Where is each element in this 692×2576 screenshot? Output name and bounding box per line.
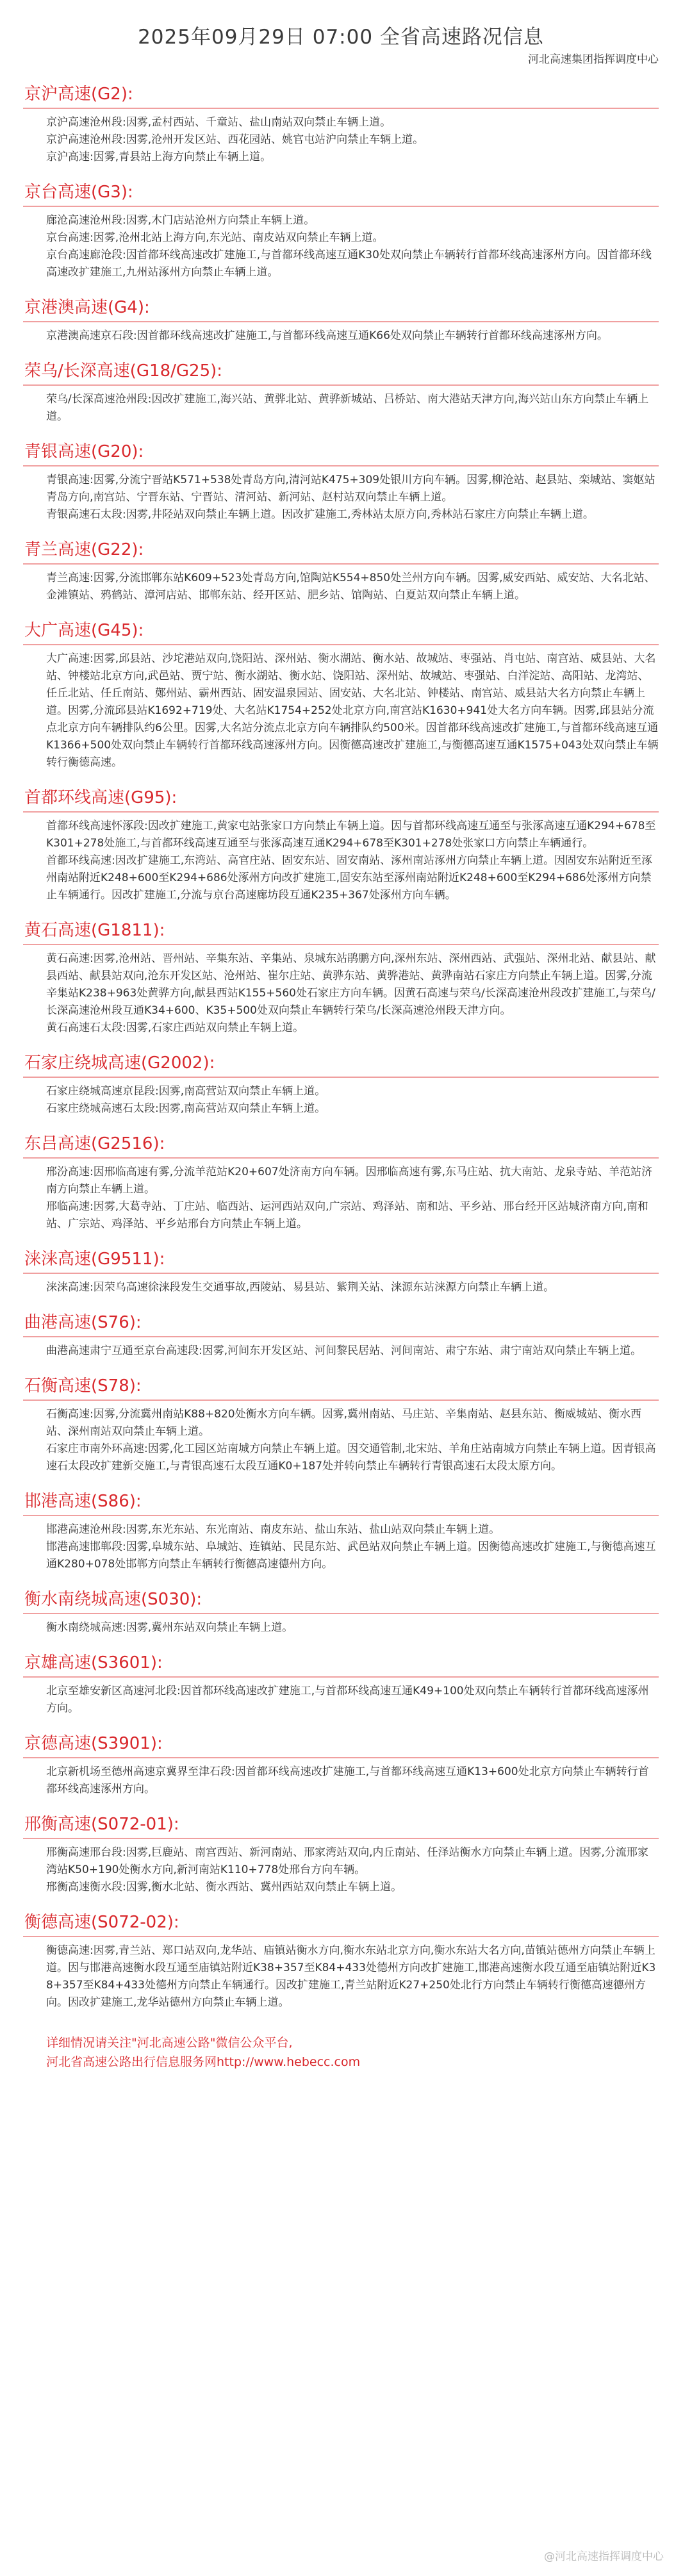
section-entry: 京港澳高速京石段:因首都环线高速改扩建施工,与首都环线高速互通K66处双向禁止车辆转行首都环线高速涿州方向。 xyxy=(46,329,608,342)
highway-section xyxy=(23,920,659,1037)
section-heading: 京港澳高速(G4): xyxy=(24,298,150,317)
highway-section xyxy=(23,181,659,281)
section-divider xyxy=(23,563,659,565)
section-entry: 北京至雄安新区高速河北段:因首都环线高速改扩建施工,与首都环线高速互通K49+100处双向禁止车辆转行首都环线高速涿州方向。 xyxy=(46,1685,649,1715)
section-heading: 荣乌/长深高速(G18/G25): xyxy=(24,361,223,381)
section-entry: 京沪高速沧州段:因雾,孟村西站、千童站、盐山南站双向禁止车辆上道。 xyxy=(46,116,391,129)
section-heading: 京沪高速(G2): xyxy=(24,85,133,104)
highway-section xyxy=(23,1248,659,1296)
section-divider xyxy=(23,1157,659,1159)
section-divider xyxy=(23,1676,659,1678)
page-title: 2025年09月29日 07:00 全省高速路况信息 xyxy=(138,26,544,49)
section-divider xyxy=(23,1273,659,1274)
section-divider xyxy=(23,1077,659,1078)
section-divider xyxy=(23,1399,659,1401)
highway-section xyxy=(23,441,659,524)
section-heading: 石衡高速(S78): xyxy=(24,1376,142,1396)
section-entry: 首都环线高速:因改扩建施工,东湾站、高官庄站、固安东站、固安南站、涿州南站涿州方向禁止车辆上道。因固安东站附近至涿州南站附近K248+600至K294+686处涿州方向改扩建施工,固安东站至涿州南站附近K248+600至K294+686处涿州方向禁止车辆通行。因改扩建施工,分流与京台高速廊坊段互通K235+367处涿州方向车辆。 xyxy=(46,854,653,902)
section-entry: 曲港高速肃宁互通至京台高速段:因雾,河间东开发区站、河间黎民居站、河间南站、肃宁东站、肃宁南站双向禁止车辆上道。 xyxy=(46,1344,642,1357)
section-divider xyxy=(23,1838,659,1839)
section-entry: 京沪高速:因雾,青县站上海方向禁止车辆上道。 xyxy=(46,151,272,163)
section-entry: 邢临高速:因雾,大葛寺站、丁庄站、临西站、运河西站双向,广宗站、鸡泽站、南和站、平乡站、邢台经开区站城济南方向,南和站、广宗站、鸡泽站、平乡站邢台方向禁止车辆上道。 xyxy=(46,1200,648,1230)
section-entry: 京台高速廊沧段:因首都环线高速改扩建施工,与首都环线高速互通K30处双向禁止车辆转行首都环线高速涿州方向。因首都环线高速改扩建施工,九州站涿州方向禁止车辆上道。 xyxy=(46,249,652,279)
section-entry: 邯港高速邯郸段:因雾,阜城东站、阜城站、连镇站、民昆东站、武邑站双向禁止车辆上道。因衡德高速改扩建施工,与衡德高速互通K280+078处邯郸方向禁止车辆转行衡德高速德州方向。 xyxy=(46,1540,656,1571)
section-divider xyxy=(23,465,659,466)
section-heading: 大广高速(G45): xyxy=(24,621,144,640)
section-heading: 首都环线高速(G95): xyxy=(24,788,177,807)
highway-section xyxy=(23,787,659,904)
watermark: @河北高速指挥调度中心 xyxy=(544,2550,664,2563)
section-heading: 京雄高速(S3601): xyxy=(24,1653,163,1672)
section-entry: 衡德高速:因雾,青兰站、郑口站双向,龙华站、庙镇站衡水方向,衡水东站北京方向,衡水东站大名方向,苗镇站德州方向禁止车辆上道。因与邯港高速衡水段互通至庙镇站附近K38+357至K84+433处德州方向改扩建施工,邯港高速衡水段互通至庙镇站附近K38+357至K84+433处德州方向禁止车辆通行。因改扩建施工,青兰站附近K27+250处北行方向禁止车辆转行衡德高速德州方向。因改扩建施工,龙华站德州方向禁止车辆上道。 xyxy=(46,1944,656,2009)
section-entry: 北京新机场至德州高速京冀界至津石段:因首都环线高速改扩建施工,与首都环线高速互通K13+600处北京方向禁止车辆转行首都环线高速涿州方向。 xyxy=(46,1765,649,1796)
section-entry: 廊沧高速沧州段:因雾,木门店站沧州方向禁止车辆上道。 xyxy=(46,214,315,227)
highway-section xyxy=(23,360,659,425)
section-entry: 青银高速石太段:因雾,井陉站双向禁止车辆上道。因改扩建施工,秀林站太原方向,秀林站石家庄方向禁止车辆上道。 xyxy=(46,508,594,521)
page-subtitle: 河北高速集团指挥调度中心 xyxy=(528,53,659,66)
section-divider xyxy=(23,1936,659,1937)
footer xyxy=(23,2033,659,2072)
section-entry: 邢衡高速衡水段:因雾,衡水北站、衡水西站、冀州西站双向禁止车辆上道。 xyxy=(46,1881,402,1894)
section-entry: 邢汾高速:因邢临高速有雾,分流羊范站K20+607处济南方向车辆。因邢临高速有雾,东马庄站、抗大南站、龙泉寺站、羊范站济南方向禁止车辆上道。 xyxy=(46,1166,653,1196)
section-entry: 黄石高速:因雾,沧州站、晋州站、辛集东站、辛集站、泉城东站鹃鹏方向,深州东站、深州西站、武强站、深州北站、献县站、献县西站、献县站双向,沧东开发区站、沧州站、崔尔庄站、黄骅东站、黄骅港站、黄骅南站石家庄方向禁止车辆上道。因雾,分流辛集站K238+963处黄骅方向,献县西站K155+560处石家庄方向车辆。因黄石高速与荣乌/长深高速沧州段改扩建施工,与荣乌/长深高速沧州段互通K34+600、K35+500处双向禁止车辆转行荣乌/长深高速沧州段天津方向。 xyxy=(46,952,656,1017)
highway-section xyxy=(23,1052,659,1118)
section-entry: 荣乌/长深高速沧州段:因改扩建施工,海兴站、黄骅北站、黄骅新城站、吕桥站、南大港站天津方向,海兴站山东方向禁止车辆上道。 xyxy=(46,393,649,423)
section-divider xyxy=(23,944,659,945)
section-entry: 衡水南绕城高速:因雾,冀州东站双向禁止车辆上道。 xyxy=(46,1621,293,1634)
section-divider xyxy=(23,1515,659,1516)
section-entry: 青兰高速:因雾,分流邯郸东站K609+523处青岛方向,馆陶站K554+850处兰州方向车辆。因雾,威安西站、威安站、大名北站、金滩镇站、鸦鹤站、漳河店站、邯郸东站、经开区站、肥乡站、馆陶站、白夏站双向禁止车辆上道。 xyxy=(46,572,655,602)
section-heading: 曲港高速(S76): xyxy=(24,1313,142,1332)
footer-line-2[interactable]: 河北省高速公路出行信息服务网http://www.hebecc.com xyxy=(46,2055,361,2069)
section-heading: 黄石高速(G1811): xyxy=(24,921,165,940)
highway-section xyxy=(23,1375,659,1475)
highway-section xyxy=(23,1652,659,1717)
section-divider xyxy=(23,1336,659,1337)
section-entry: 黄石高速石太段:因雾,石家庄西站双向禁止车辆上道。 xyxy=(46,1021,304,1034)
highway-section xyxy=(23,1133,659,1233)
section-heading: 邯港高速(S86): xyxy=(24,1492,142,1511)
highway-section xyxy=(23,1813,659,1896)
section-heading: 京德高速(S3901): xyxy=(24,1734,163,1753)
highway-section xyxy=(23,1733,659,1798)
highway-section xyxy=(23,297,659,345)
highway-section xyxy=(23,1490,659,1573)
highway-section xyxy=(23,1312,659,1360)
section-heading: 东吕高速(G2516): xyxy=(24,1134,165,1153)
section-heading: 衡水南绕城高速(S030): xyxy=(24,1590,202,1609)
section-entry: 石家庄绕城高速石太段:因雾,南高营站双向禁止车辆上道。 xyxy=(46,1102,326,1115)
section-divider xyxy=(23,1757,659,1758)
section-entry: 青银高速:因雾,分流宁晋站K571+538处青岛方向,清河站K475+309处银川方向车辆。因雾,柳沧站、赵县站、栾城站、窦妪站青岛方向,南宫站、宁晋东站、宁晋站、清河站、新河站、赵村站双向禁止车辆上道。 xyxy=(46,474,655,504)
section-divider xyxy=(23,206,659,207)
highway-section xyxy=(23,1911,659,2011)
highway-section xyxy=(23,539,659,604)
section-heading: 石家庄绕城高速(G2002): xyxy=(24,1053,215,1073)
footer-line-1: 详细情况请关注"河北高速公路"微信公众平台, xyxy=(46,2036,293,2050)
section-heading: 京台高速(G3): xyxy=(24,183,133,202)
highway-section xyxy=(23,83,659,166)
section-entry: 京台高速:因雾,沧州北站上海方向,东光站、南皮站双向禁止车辆上道。 xyxy=(46,231,384,244)
section-heading: 衡德高速(S072-02): xyxy=(24,1913,179,1932)
section-entry: 涞涞高速:因荣乌高速徐涞段发生交通事故,西陵站、易县站、紫荆关站、涞源东站涞源方向禁止车辆上道。 xyxy=(46,1281,555,1294)
highway-section xyxy=(23,1589,659,1637)
section-divider xyxy=(23,811,659,813)
section-divider xyxy=(23,384,659,386)
section-heading: 涞涞高速(G9511): xyxy=(24,1250,165,1269)
highway-section xyxy=(23,620,659,772)
section-entry: 石衡高速:因雾,分流冀州南站K88+820处衡水方向车辆。因雾,冀州南站、马庄站、辛集南站、赵县东站、衡威城站、衡水西站、深州南站双向禁止车辆上道。 xyxy=(46,1408,642,1438)
section-entry: 邯港高速沧州段:因雾,东光东站、东光南站、南皮东站、盐山东站、盐山站双向禁止车辆上道。 xyxy=(46,1523,500,1536)
section-entry: 石家庄市南外环高速:因雾,化工园区站南城方向禁止车辆上道。因交通管制,北宋站、羊角庄站南城方向禁止车辆上道。因青银高速石太段改扩建新交施工,与青银高速石太段互通K0+187处并转向禁止车辆转行青银高速石太段太原方向。 xyxy=(46,1442,656,1473)
section-heading: 邢衡高速(S072-01): xyxy=(24,1815,179,1834)
section-entry: 京沪高速沧州段:因雾,沧州开发区站、西花园站、姚官屯站沪向禁止车辆上道。 xyxy=(46,133,424,146)
section-entry: 大广高速:因雾,邱县站、沙坨港站双向,饶阳站、深州站、衡水湖站、衡水站、故城站、枣强站、肖屯站、南宫站、威县站、大名站、钟楼站北京方向,武邑站、贾宁站、衡水湖站、衡水站、饶阳站、深州站、故城站、枣强站、白洋淀站、高阳站、龙湾站、任丘北站、任丘南站、鄚州站、霸州西站、固安温泉园站、固安站、大名北站、钟楼站、南宫站、威县站大名方向禁止车辆上道。因雾,分流邱县站K1692+719处、大名站K1754+252处北京方向,南宫站K1630+941处大名方向车辆。因雾,邱县站分流点北京方向车辆排队约6公里。因雾,大名站分流点北京方向车辆排队约500米。因首都环线高速改扩建施工,与首都环线高速互通K1366+500处双向禁止车辆转行首都环线高速涿州方向。因衡德高速改扩建施工,与衡德高速互通K1575+043处双向禁止车辆转行衡德高速。 xyxy=(46,652,659,769)
section-divider xyxy=(23,108,659,109)
section-divider xyxy=(23,644,659,645)
highway-sections xyxy=(23,83,659,2011)
section-divider xyxy=(23,1613,659,1614)
section-entry: 邢衡高速邢台段:因雾,巨鹿站、南宫西站、新河南站、邢家湾站双向,内丘南站、任泽站衡水方向禁止车辆上道。因雾,分流邢家湾站K50+190处衡水方向,新河南站K110+778处邢台方向车辆。 xyxy=(46,1846,648,1876)
section-entry: 首都环线高速怀涿段:因改扩建施工,黄家屯站张家口方向禁止车辆上道。因与首都环线高速互通至与张涿高速互通K294+678至K301+278处施工,与首都环线高速互通至与张涿高速互通K294+678至K301+278处张家口方向禁止车辆通行。 xyxy=(46,820,656,850)
section-entry: 石家庄绕城高速京昆段:因雾,南高营站双向禁止车辆上道。 xyxy=(46,1085,326,1098)
section-heading: 青兰高速(G22): xyxy=(24,540,144,559)
section-divider xyxy=(23,321,659,322)
section-heading: 青银高速(G20): xyxy=(24,442,144,461)
